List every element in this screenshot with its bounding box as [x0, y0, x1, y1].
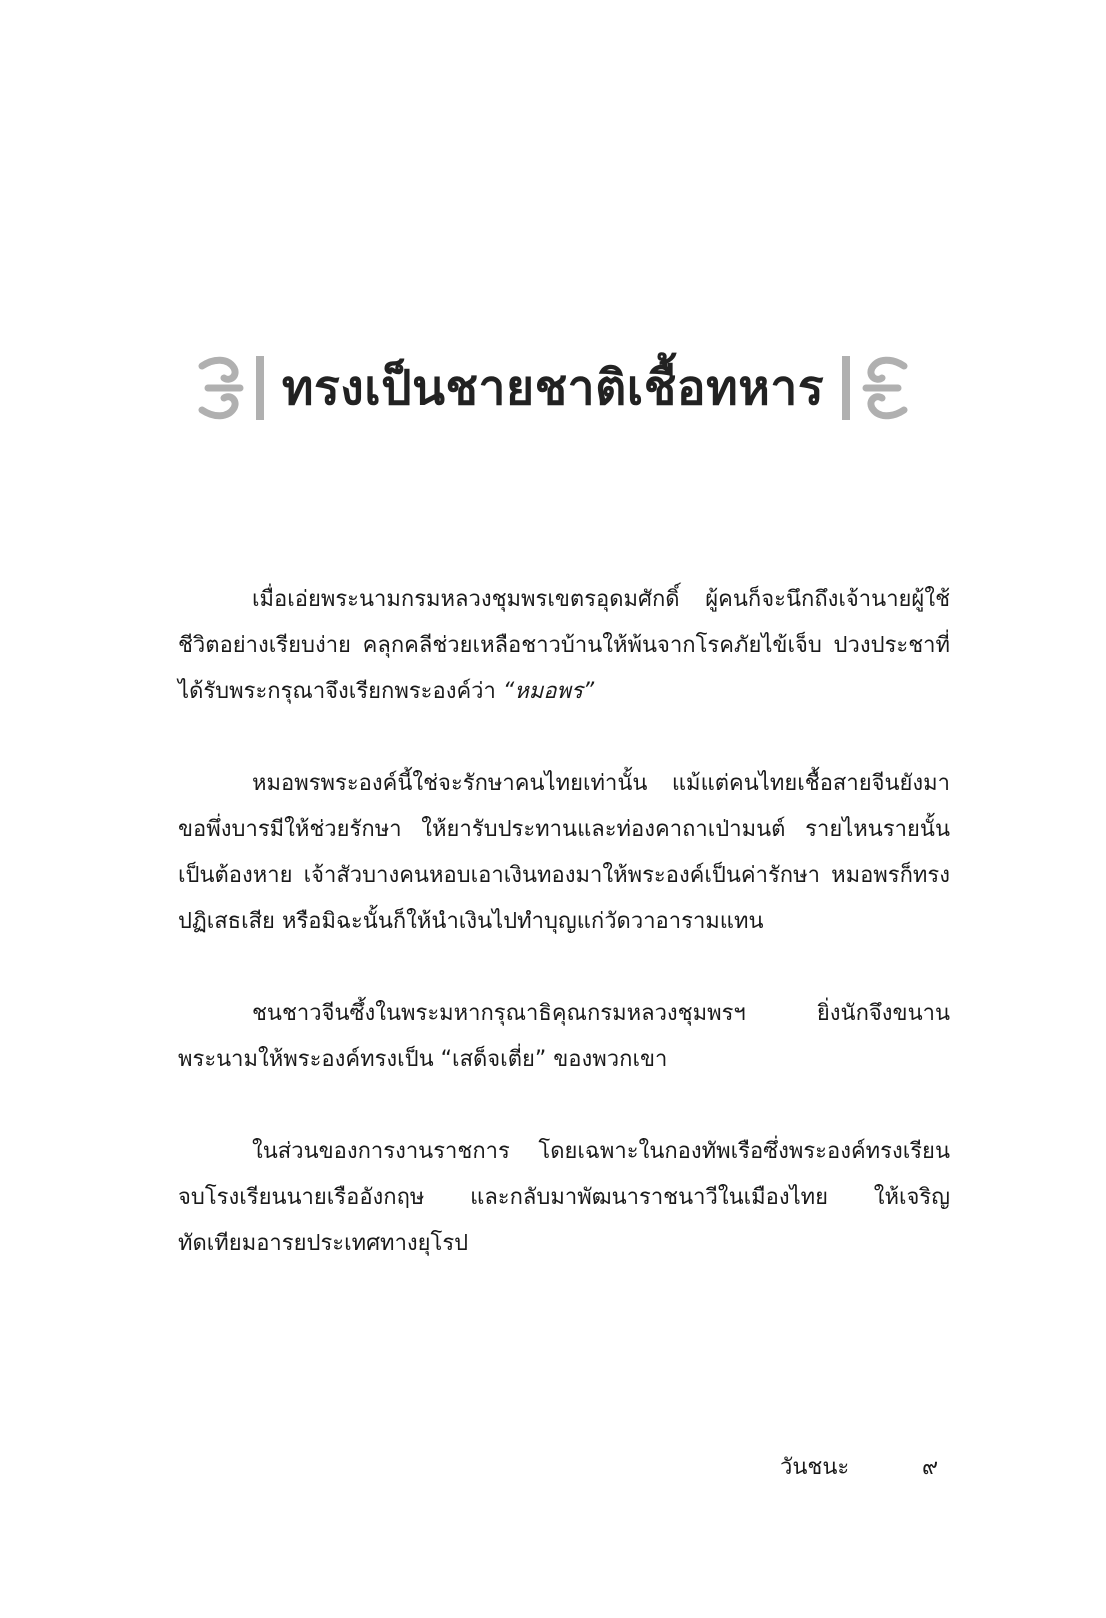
paragraph-1-text: เมื่อเอ่ยพระนามกรมหลวงชุมพรเขตรอุดมศักดิ์ ผู้คนก็จะนึกถึงเจ้านายผู้ใช้ชีวิตอย่างเรียบง่าย คลุกคลีช่วยเหลือชาวบ้านให้พ้นจากโรคภัยไข้เจ็บ ปวงประชาที่ได้รับพระกรุณาจึงเรียกพระองค์ว่า — [178, 587, 950, 704]
page-number: ๙ — [922, 1455, 939, 1480]
flourish-ornament-icon — [194, 352, 272, 424]
paragraph-3: ชนชาวจีนซึ้งในพระมหากรุณาธิคุณกรมหลวงชุมพรฯ ยิ่งนักจึงขนานพระนามให้พระองค์ทรงเป็น “เสด็จเตี่ย” ของพวกเขา — [178, 1001, 950, 1072]
chapter-heading — [0, 338, 1106, 438]
paragraph-1-quote: “หมอพร” — [502, 679, 595, 704]
running-footer-title: วันชนะ — [780, 1455, 850, 1480]
paragraph-1 — [178, 577, 950, 715]
flourish-ornament-icon — [834, 352, 912, 424]
chapter-body — [178, 577, 950, 1313]
paragraph-4: ในส่วนของการงานราชการ โดยเฉพาะในกองทัพเรือซึ่งพระองค์ทรงเรียนจบโรงเรียนนายเรืออังกฤษ และกลับมาพัฒนาราชนาวีในเมืองไทย ให้เจริญทัดเทียมอารยประเทศทางยุโรป — [178, 1139, 950, 1256]
page-footer — [0, 1445, 1106, 1485]
chapter-title: ทรงเป็นชายชาติเชื้อทหาร — [281, 360, 825, 416]
paragraph-2: หมอพรพระองค์นี้ใช่จะรักษาคนไทยเท่านั้น แม้แต่คนไทยเชื้อสายจีนยังมาขอพึ่งบารมีให้ช่วยรักษา ให้ยารับประทานและท่องคาถาเป่ามนต์ รายไหนรายนั้นเป็นต้องหาย เจ้าสัวบางคนหอบเอาเงินทองมาให้พระองค์เป็นค่ารักษา หมอพรก็ทรงปฏิเสธเสีย หรือมิฉะนั้นก็ให้นำเงินไปทำบุญแก่วัดวาอารามแทน — [178, 771, 950, 934]
